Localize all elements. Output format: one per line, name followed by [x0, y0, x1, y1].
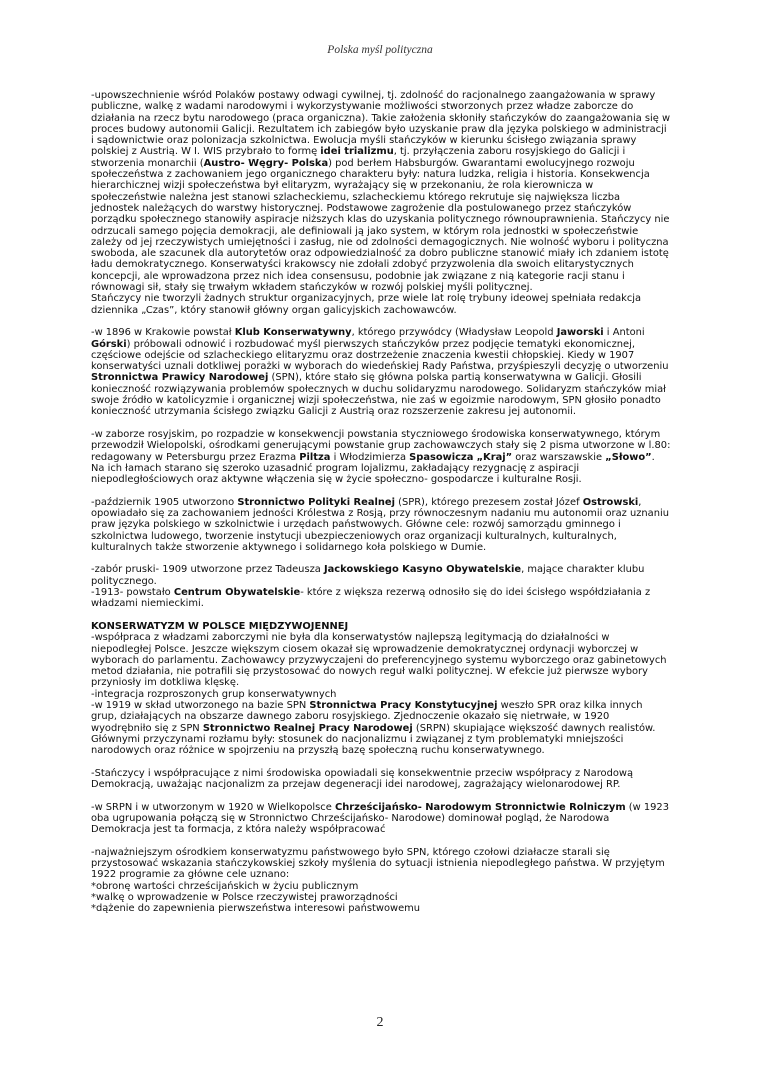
list-item: *walkę o wprowadzenie w Polsce rzeczywistej praworządności: [91, 892, 398, 904]
paragraph-ideas: -upowszechnienie wśród Polaków postawy odwagi cywilnej, tj. zdolność do racjonalnego zaangażowania w sprawy publiczne, walkę z wadami narodowymi i wykorzystywanie możliwości stworzonych przez władze zaborcze do działania na rzecz bytu narodowego (praca organiczna). Takie założenia skłoniły stańczyków do zaangażowania się w proces budowy autonomii Galicji. Rezultatem ich zabiegów było uzyskanie praw dla języka polskiego w administracji i sądownictwie oraz polonizacja szkolnictwa. Ewolucja myśli stańczyków w kierunku ścisłego związania sprawy polskiej z Austrią. W I. WIS przybrało to formę idei trializmu, tj. przyłączenia zaboru rosyjskiego do Galicji i stworzenia monarchii (Austro- Węgry- Polska) pod berłem Habsburgów. Gwarantami ewolucyjnego rozwoju społeczeństwa z zachowaniem jego organicznego charakteru były: natura ludzka, religia i historia. Konsekwencja hierarchicznej wizji społeczeństwa był elitaryzm, wyrażający się w przekonaniu, że rola kierownicza w społeczeństwie należna jest stanowi szlacheckiemu, szlacheckiemu którego rekrutuje się największa liczba jednostek należących do warstwy historycznej. Podstawowe zagrożenie dla postulowanego przez stańczyków porządku społecznego stanowiły aspiracje niższych klas do uzyskania politycznego równouprawnienia. Stańczycy nie odrzucali samego pojęcia demokracji, ale definiowali ją jako system, w którym rola jednostki w społeczeństwie zależy od jej rzeczywistych umiejętności i zasług, nie od zdolności demagogicznych. Nie wolność wyboru i polityczna swoboda, ale szacunek dla autorytetów oraz odpowiedzialność za dobro publiczne stanowić miały ich zdaniem istotę ładu demokratycznego. Konserwatyści krakowscy nie zdołali zdobyć przyzwolenia dla swoich elitarystycznych koncepcji, ale wprowadzona przez nich idea consensusu, podobnie jak związane z nią kategorie racji stanu i równowagi sił, stały się trwałym wkładem stańczyków w rozwój polskiej myśli politycznej.: [91, 90, 671, 294]
paragraph-klub-konserwatywny: -w 1896 w Krakowie powstał Klub Konserwatywny, którego przywódcy (Władysław Leopold Jaworski i Antoni Górski) próbowali odnowić i rozbudować myśl pierwszych stańczyków przez podjęcie tematyki ekonomicznej, częściowe odejście od szlacheckiego elitaryzmu oraz dostrzeżenie znaczenia kwestii chłopskiej. Kiedy w 1907 konserwatyści uznali dotkliwej porażki w wyborach do wiedeńskiej Rady Państwa, przyśpieszyli decyzję o utworzeniu Stronnictwa Prawicy Narodowej (SPN), które stało się główna polska partią konserwatywna w Galicji. Głosili konieczność rozwiązywania problemów społecznych w duchu solidaryzmu narodowego. Solidaryzm stańczyków miał swoje źródło w katolicyzmie i organicznej wizji społeczeństwa, nie zaś w egoizmie narodowym, SPN głosiło ponadto konieczność utrzymania ścisłego związku Galicji z Austrią oraz rozszerzenie zakresu jej autonomii.: [91, 327, 669, 418]
paragraph-srpn: -w SRPN i w utworzonym w 1920 w Wielkopolsce Chrześcijańsko- Narodowym Stronnictwie Rolniczym (w 1923 oba ugrupowania połączą się w Stronnictwo Chrześcijańsko- Narodowe) dominował pogląd, że Narodowa Demokracja jest ta formacja, z która należy współpracować: [91, 801, 669, 836]
paragraph-spk: -w 1919 w skład utworzonego na bazie SPN Stronnictwa Pracy Konstytucyjnej weszło SPR oraz kilka innych grup, działających na obszarze dawnego zaboru rosyjskiego. Zjednoczenie okazało się nietrwałe, w 1920 wyodrębniło się z SPN Stronnictwo Realnej Pracy Narodowej (SRPN) skupiające większość dawnych realistów. Głównymi przyczynami rozłamu były: stosunek do nacjonalizmu i związanej z tym problematyki mniejszości narodowych oraz różnice w spojrzeniu na przyszłą bazę społeczną ruchu konserwatywnego.: [91, 700, 656, 757]
paragraph-czas: Stańczycy nie tworzyli żadnych struktur organizacyjnych, prze wiele lat rolę trybuny ideowej spełniała redakcja dziennika „Czas”, który stanowił główny organ galicyjskich zachowawców.: [91, 293, 642, 316]
section-heading: KONSERWATYZM W POLSCE MIĘDZYWOJENNEJ: [91, 620, 349, 632]
paragraph-zabor-pruski: -zabór pruski- 1909 utworzone przez Tadeusza Jackowskiego Kasyno Obywatelskie, mające charakter klubu politycznego.: [91, 564, 645, 587]
page-number: 2: [376, 1015, 384, 1030]
document-body: [91, 90, 671, 915]
paragraph-centrum: -1913- powstało Centrum Obywatelskie- które z większa rezerwą odnosiło się do idei ścisłego współdziałania z władzami niemieckimi.: [91, 587, 651, 610]
paragraph-wspolpraca: -współpraca z władzami zaborczymi nie była dla konserwatystów najlepszą legitymacją do działalności w niepodległej Polsce. Jeszcze większym ciosem okazał się wprowadzenie demokratycznej ordynacji wyborczej w wyborach do parlamentu. Zachowawcy przyzwyczajeni do preferencyjnego systemu wyborczego oraz gabinetowych metod działania, nie potrafili się przystosować do nowych reguł walki politycznej. W efekcie już pierwsze wybory przyniosły im dotkliwa klęskę.: [91, 632, 667, 689]
paragraph-spn: -najważniejszym ośrodkiem konserwatyzmu państwowego było SPN, którego czołowi działacze starali się przystosować wskazania stańczykowskiej szkoły myślenia do sytuacji istnienia niepodległego państwa. W przyjętym 1922 programie za główne cele uznano:: [91, 846, 665, 881]
paragraph-zabor-rosyjski: -w zaborze rosyjskim, po rozpadzie w konsekwencji powstania styczniowego środowiska konserwatywnego, którym przewodził Wielopolski, ośrodkami generującymi powstanie grup zachowawczych stały się 2 pisma utworzone w l.80: redagowany w Petersburgu przez Erazma Piltza i Włodzimierza Spasowicza „Kraj” oraz warszawskie „Słowo”. Na ich łamach starano się szeroko uzasadnić program lojalizmu, zakładający rezygnację z aspiracji niepodległościowych oraz aktywne włączenia się w życie społeczno- gospodarcze i kulturalne Rosji.: [91, 428, 671, 486]
page-header: Polska myśl polityczna: [327, 44, 433, 56]
paragraph-stanczycy: -Stańczycy i współpracujące z nimi środowiska opowiadali się konsekwentnie przeciw współpracy z Narodową Demokracją, uważając nacjonalizm za przejaw degeneracji idei narodowej, zagrażający wielonarodowej RP.: [91, 767, 634, 791]
paragraph-spr: -październik 1905 utworzono Stronnictwo Polityki Realnej (SPR), którego prezesem został Józef Ostrowski, opowiadało się za zachowaniem jedności Królestwa z Rosją, przy równoczesnym nadaniu mu autonomii oraz uznaniu praw języka polskiego w szkolnictwie i urzędach państwowych. Główne cele: rozwój samorządu gminnego i szkolnictwa ludowego, tworzenie instytucji ubezpieczeniowych oraz organizacji kulturalnych, kulturalnych, kulturalnych także stworzenie aktywnego i solidarnego koła polskiego w Dumie.: [91, 496, 669, 553]
paragraph-integracja: -integracja rozproszonych grup konserwatywnych: [91, 688, 337, 700]
list-item: *obronę wartości chrześcijańskich w życiu publicznym: [91, 880, 359, 892]
list-item: *dążenie do zapewnienia pierwszeństwa interesowi państwowemu: [91, 903, 421, 915]
